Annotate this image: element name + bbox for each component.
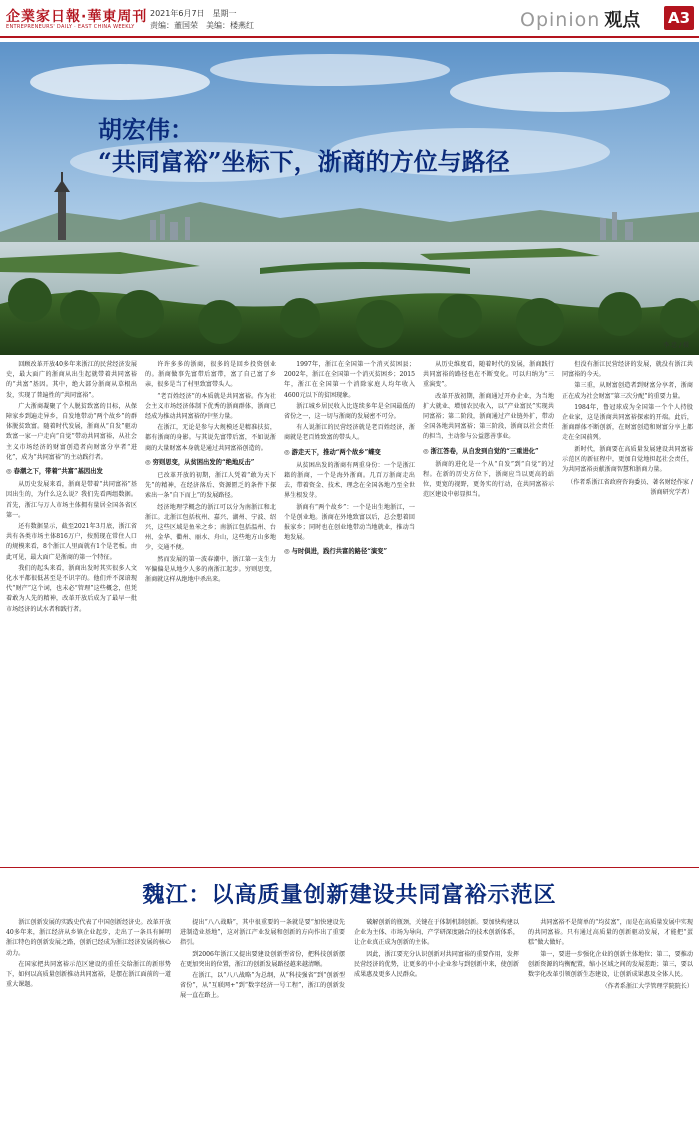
- paragraph: 1997年，浙江在全国第一个消灭贫困县；2002年，浙江在全国第一个消灭贫困乡；2015年，浙江在全国第一个消除家庭人均年收入4600元以下的贫困现象。: [284, 361, 415, 399]
- paragraph: “老百姓经济”的本质就是共同富裕。作为社会主义市场经济体制下优秀的浙商群体，浙商已经成为推动共同富裕的中坚力量。: [145, 392, 276, 421]
- paragraph: 我们的起头来看，浙商出发时其实很多人文化水平都很低甚至是不识字的。他们并不深谙现代“财产”这个词，也未必“管理”这些概念，但凭着敢为人先的精神，改革开放后成为了最早一批市场经济的试水者和践行者。: [6, 564, 137, 613]
- paragraph: 回顾改革开放40多年来浙江的民营经济发展史，最大面广的浙商从出生起就带着共同富裕的“共富”基因。其中，绝大部分浙商从草根出发，实现了普遍性的“共同富裕”。: [6, 361, 137, 399]
- editor-credit: 责编：董国荣: [150, 21, 198, 30]
- paragraph: 经济地理学概念的浙江可以分为南浙江和北浙江。北浙江包括杭州、嘉兴、湖州、宁波、绍兴，这些区域是鱼米之乡；南浙江包括温州、台州、金华、衢州、丽水、舟山，这些地方山多地少，交通不便。: [145, 503, 276, 552]
- paragraph: 浙江城乡居民收入比连续多年是全国最低的省份之一，这一切与浙商的发展密不可分。: [284, 402, 415, 421]
- newspaper-logo: 企業家日報·華東周刊: [6, 9, 148, 25]
- feature-column-2: [145, 360, 276, 860]
- paragraph: 浙商的进化是一个从“自发”到“自觉”的过程。在新的历史方位下，浙商应当以更高的站位，更宽的视野，更务实的行动，在共同富裕示范区建设中彰显担当。: [423, 460, 554, 499]
- paragraph: 已改革开放的初期，浙江人凭着“敢为天下先”的精神，在经济落后、资源匮乏的条件下探索出一条“自下而上”的发展路径。: [145, 472, 276, 500]
- paragraph: 1984年，鲁冠球成为全国第一个个人持股企业家，这是浙商共同富裕探索的开端。此后，浙商群体不断创新，在财富创造和财富分享上都走在全国前列。: [562, 403, 693, 442]
- subheading: ◎ 浙江答卷，从自发到自觉的“三重进化”: [423, 447, 539, 455]
- paragraph: 在浙江，无论是参与大规模还是精准扶贫，都有浙商的身影。与其说先富带后富，不如说浙商的大量财富本身就是通过共同富裕创造的。: [145, 424, 276, 452]
- paragraph: 然而发展的第一波春潮中，浙江第一支生力军偏偏是从地少人多的南浙江起步。穷则思变，浙商就这样从绝地中杀出来。: [145, 555, 276, 584]
- section-label-cn: 观点: [604, 10, 641, 31]
- hero-photo: [0, 42, 699, 355]
- paragraph: 在浙江，以“八八战略”为总纲，从“科技强省”到“创新型省份”，从“互联网+”到“数字经济一号工程”，浙江的创新发展一直在路上。: [180, 972, 345, 1000]
- feature-headline-line2: “共同富裕”坐标下，浙商的方位与路径: [98, 147, 510, 176]
- issue-meta: [150, 8, 254, 32]
- article2-column-2: [180, 918, 345, 1118]
- feature-headline: [98, 114, 510, 178]
- subheading: ◎ 游走天下，推动“两个故乡”蝶变: [284, 448, 381, 456]
- paragraph: 改革开放初期，浙商通过开办企业，为当地扩大就业、增加农民收入，以“产业富民”实现共同富裕；第二阶段，浙商通过产业链外扩，带动全国各地共同富裕；第三阶段，浙商以社会责任的担当，主动参与公益慈善事业。: [423, 392, 554, 441]
- issue-date: 2021年6月7日: [150, 9, 205, 18]
- paragraph: 在国家把共同富裕示范区建设的重任交给浙江的新形势下，如何以高质量创新推动共同富裕，是摆在浙江面前的一道重大课题。: [6, 960, 171, 989]
- paragraph: 共同富裕不是简单的“均贫富”，而是在高质量发展中实现的共同富裕。只有通过高质量的创新驱动发展，才能把“蛋糕”做大做好。: [528, 919, 693, 947]
- paragraph: 第三重，从财富创造者到财富分享者，浙商正在成为社会财富“第三次分配”的重要力量。: [562, 382, 693, 400]
- section-label: [520, 6, 640, 32]
- article2-column-3: [354, 918, 519, 1118]
- feature-column-4: [423, 360, 554, 860]
- paragraph: 浙江创新发展的实践史代表了中国创新经济史。改革开放40多年来，浙江经济从乡镇企业起步，走出了一条具有鲜明浙江特色的创新发展之路，创新已经成为浙江经济发展的核心动力。: [6, 919, 171, 957]
- article2-headline: 魏江：以高质量创新建设共同富裕示范区: [142, 882, 557, 908]
- paragraph: 广大浙商凝聚了个人脱贫致富的目标，从保障家乡到遍走异乡，自发地带动“两个故乡”的群体脱贫致富。随着时代发展，浙商从“自发”驱动致富一家一户走向“自觉”带动共同富裕，从社会主义市场经济的财富创造者向财富分享者“进化”，成为“共同富裕”的主动践行者。: [6, 402, 137, 461]
- author-signature: （作者系浙江大学管理学院院长）: [601, 983, 693, 991]
- subheading: ◎ 春潮之下，带着“共富”基因出发: [6, 468, 103, 476]
- feature-column-3: [284, 360, 415, 860]
- designer-credit: 美编：楼燕红: [206, 21, 254, 30]
- paragraph: 浙商有“两个故乡”：一个是出生地浙江，一个是创业地。浙商在外地致富以后，总会想着回报家乡；同时也在创业地带动当地就业，推动当地发展。: [284, 503, 415, 542]
- article2-column-1: [6, 918, 171, 1118]
- author-signature: （作者系浙江省政府咨询委员、著名财经作家 / 浙商研究学者）: [567, 479, 693, 497]
- paragraph: 新时代，浙商要在高质量发展建设共同富裕示范区的新征程中，更加自觉地担起社会责任，为共同富裕贡献浙商智慧和浙商力量。: [562, 445, 693, 474]
- paragraph: 还有数据显示，截至2021年3月底，浙江省共有各类市场主体816万户，按照现在常住人口的规模来看，8个浙江人里面就有1个是老板。由此可见，最大面广是浙商的第一个特征。: [6, 523, 137, 561]
- feature-headline-line1: 胡宏伟：: [98, 115, 194, 144]
- paragraph: 破解创新的瓶颈，关键在于体制机制创新。要加快构建以企业为主体、市场为导向、产学研深度融合的技术创新体系，让企业真正成为创新的主体。: [354, 919, 519, 947]
- paragraph: 有人说浙江的民营经济就是老百姓经济，浙商就是老百姓致富的带头人。: [284, 424, 415, 442]
- paragraph: 因此，浙江要充分认识创新对共同富裕的重要作用，发挥民营经济的优势，让更多的中小企业参与到创新中来，使创新成果惠及更多人民群众。: [354, 950, 519, 979]
- newspaper-logo-subtitle: ENTREPRENEURS' DAILY · EAST CHINA WEEKLY: [6, 24, 135, 30]
- west-lake-photo-illustration: [0, 42, 699, 355]
- header-rule: [0, 36, 699, 38]
- subheading: ◎ 与时俱进，践行共富的路径“演变”: [284, 548, 388, 556]
- photo-credit: 李 忠 / 摄: [663, 342, 689, 349]
- article-divider: [0, 867, 699, 868]
- page-number-badge: A3: [664, 6, 694, 30]
- section-label-en: Opinion: [520, 9, 601, 31]
- subheading: ◎ 穷则思变，从贫困出发的“绝地反击”: [145, 458, 255, 466]
- paragraph: 到2006年浙江又提出要建设创新型省份，把科技创新摆在更加突出的位置，浙江的创新发展路径越来越清晰。: [180, 950, 345, 968]
- paragraph: 第一，要进一步强化企业的创新主体地位；第二，要推动创新资源的均衡配置，缩小区域之间的发展差距；第三，要以数字化改革引领创新生态建设，让创新成果惠及全体人民。: [528, 950, 693, 979]
- paragraph: 但没有浙江民营经济的发展，就没有浙江共同富裕的今天。: [562, 361, 693, 379]
- paragraph: 从历史发展来看，浙商是带着“共同富裕”基因出生的，为什么这么说？我们先看两组数据。首先，浙江与万人市场主体拥有量居全国各省区第一。: [6, 481, 137, 519]
- page-header: [0, 0, 699, 42]
- feature-column-1: [6, 360, 137, 860]
- paragraph: 提出“八八战略”，其中很重要的一条就是要“加快建设先进制造业基地”，这对浙江产业发展和创新的方向作出了重要指引。: [180, 919, 345, 947]
- feature-column-5: [562, 360, 693, 860]
- paragraph: 从历史维度看，随着时代的发展，浙商践行共同富裕的路径也在不断变化。可以归纳为“三重演变”。: [423, 361, 554, 389]
- issue-weekday: 星期一: [212, 9, 237, 18]
- article2-column-4: [528, 918, 693, 1118]
- paragraph: 许许多多的浙商，很多的是回乡投资创业的。浙商做事先富带后富带，富了自己富了乡亲，很多是当了村里致富带头人。: [145, 361, 276, 389]
- paragraph: 从贫困出发的浙商有两重身份：一个是浙江籍的浙商，一个是海外浙商。几百万浙商走出去，带着资金、技术、理念在全国各地乃至全世界生根发芽。: [284, 461, 415, 500]
